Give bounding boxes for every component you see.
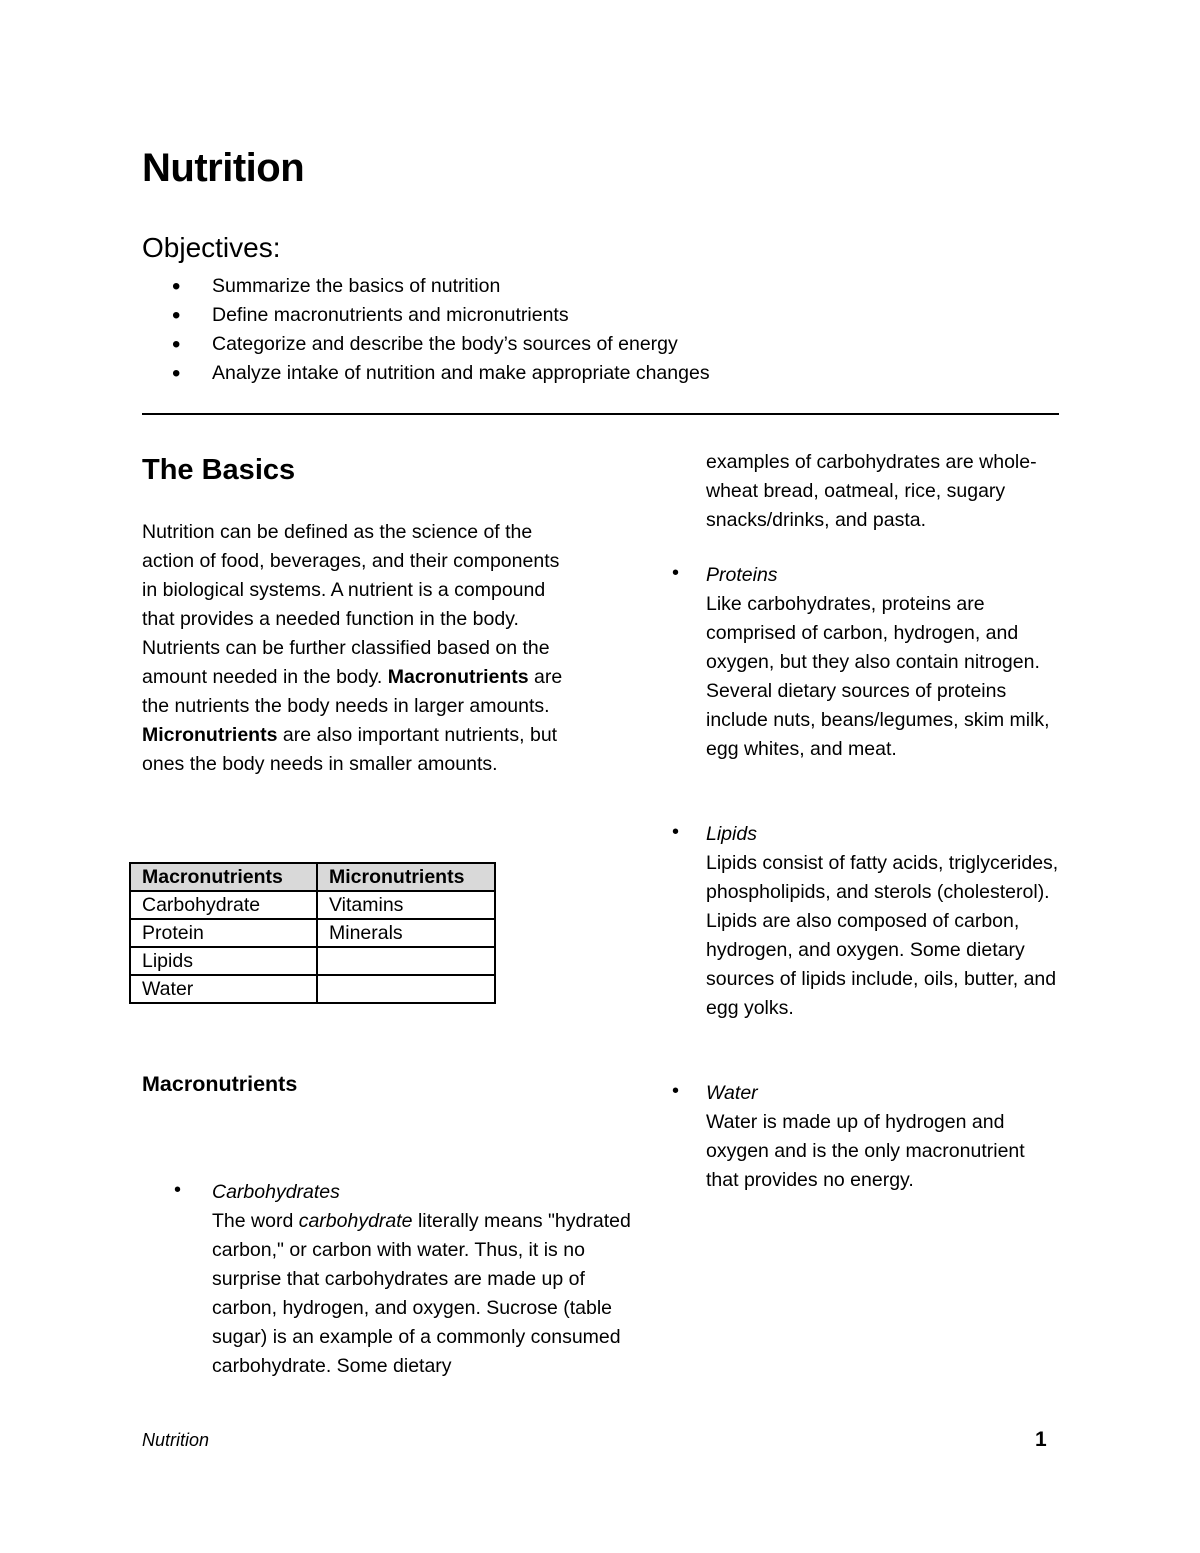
water-label: Water xyxy=(706,1082,758,1104)
carbohydrates-text xyxy=(212,1207,642,1381)
micronutrients-term: Micronutrients xyxy=(142,724,278,746)
carbohydrates-continued-text: examples of carbohydrates are whole-wheat bread, oatmeal, rice, sugary snacks/drinks, and pasta. xyxy=(706,451,1037,531)
table-cell: Protein xyxy=(130,919,317,947)
basics-text-3: are also important nutrients, but ones the body needs in smaller amounts. xyxy=(142,724,558,775)
page-number: 1 xyxy=(1035,1428,1047,1451)
table-row xyxy=(130,947,495,975)
proteins-label: Proteins xyxy=(706,564,778,586)
table-cell: Lipids xyxy=(130,947,317,975)
column-header: Macronutrients xyxy=(130,863,317,891)
list-item: • Analyze intake of nutrition and make appropriate changes xyxy=(142,359,710,388)
carbs-text-1: The word xyxy=(212,1210,299,1232)
proteins-item xyxy=(670,561,1106,764)
section-heading-basics: The Basics xyxy=(142,454,296,486)
lipids-text: Lipids consist of fatty acids, triglycerides, phospholipids, and sterols (cholesterol). Lipids are also composed of carbon, hydrogen, and oxygen. Some dietary sources of lipids include, oils, butter, and egg yolks. xyxy=(706,852,1059,1019)
carbohydrates-item xyxy=(142,1178,642,1381)
footer-title: Nutrition xyxy=(142,1430,210,1450)
table-row xyxy=(130,919,495,947)
table-row xyxy=(130,891,495,919)
objectives-list xyxy=(142,272,710,388)
list-item: • Categorize and describe the body’s sources of energy xyxy=(142,330,710,359)
list-item: • Define macronutrients and micronutrients xyxy=(142,301,710,330)
table-cell xyxy=(317,947,495,975)
list-item: • Summarize the basics of nutrition xyxy=(142,272,710,301)
objectives-heading: Objectives: xyxy=(142,232,281,263)
basics-text-1: Nutrition can be defined as the science of the action of food, beverages, and their components in biological systems. A nutrient is a compound that provides a needed function in the body. Nutrients can be further classified based on the amount needed in the body. xyxy=(142,521,560,688)
bullet-icon: • xyxy=(672,562,680,584)
basics-paragraph xyxy=(142,518,572,779)
column-header: Micronutrients xyxy=(317,863,495,891)
section-divider xyxy=(142,413,1059,415)
table-cell: Vitamins xyxy=(317,891,495,919)
bullet-icon: • xyxy=(672,821,680,843)
section-heading-macronutrients: Macronutrients xyxy=(142,1072,298,1096)
table-cell: Carbohydrate xyxy=(130,891,317,919)
left-column xyxy=(142,450,631,1377)
bullet-icon: • xyxy=(672,1080,680,1102)
water-text: Water is made up of hydrogen and oxygen and is the only macronutrient that provides no energy. xyxy=(706,1111,1025,1191)
lipids-label: Lipids xyxy=(706,823,757,845)
table-row xyxy=(130,975,495,1003)
water-item xyxy=(670,1079,1106,1195)
nutrients-table xyxy=(129,862,496,1004)
table-cell: Minerals xyxy=(317,919,495,947)
proteins-text: Like carbohydrates, proteins are comprised of carbon, hydrogen, and oxygen, but they also contain nitrogen. Several dietary sources of proteins include nuts, beans/legumes, skim milk, egg whites, and meat. xyxy=(706,593,1050,760)
carbs-italic-term: carbohydrate xyxy=(298,1210,413,1232)
page-title: Nutrition xyxy=(142,146,305,190)
carbohydrates-label: Carbohydrates xyxy=(212,1181,340,1203)
table-cell: Water xyxy=(130,975,317,1003)
basics-text-2: are the nutrients the body needs in larger amounts. xyxy=(142,666,563,717)
lipids-item xyxy=(670,820,1106,1023)
macronutrients-term: Macronutrients xyxy=(387,666,529,688)
carbs-text-2: literally means "hydrated carbon," or carbon with water. Thus, it is no surprise that carbohydrates are made up of carbon, hydrogen, and oxygen. Sucrose (table sugar) is an example of a commonly consumed carbohydrate. Some dietary xyxy=(212,1210,631,1377)
carbohydrates-continued xyxy=(706,448,1086,535)
bullet-icon: • xyxy=(174,1179,182,1201)
table-header-row xyxy=(130,863,495,891)
table-cell xyxy=(317,975,495,1003)
